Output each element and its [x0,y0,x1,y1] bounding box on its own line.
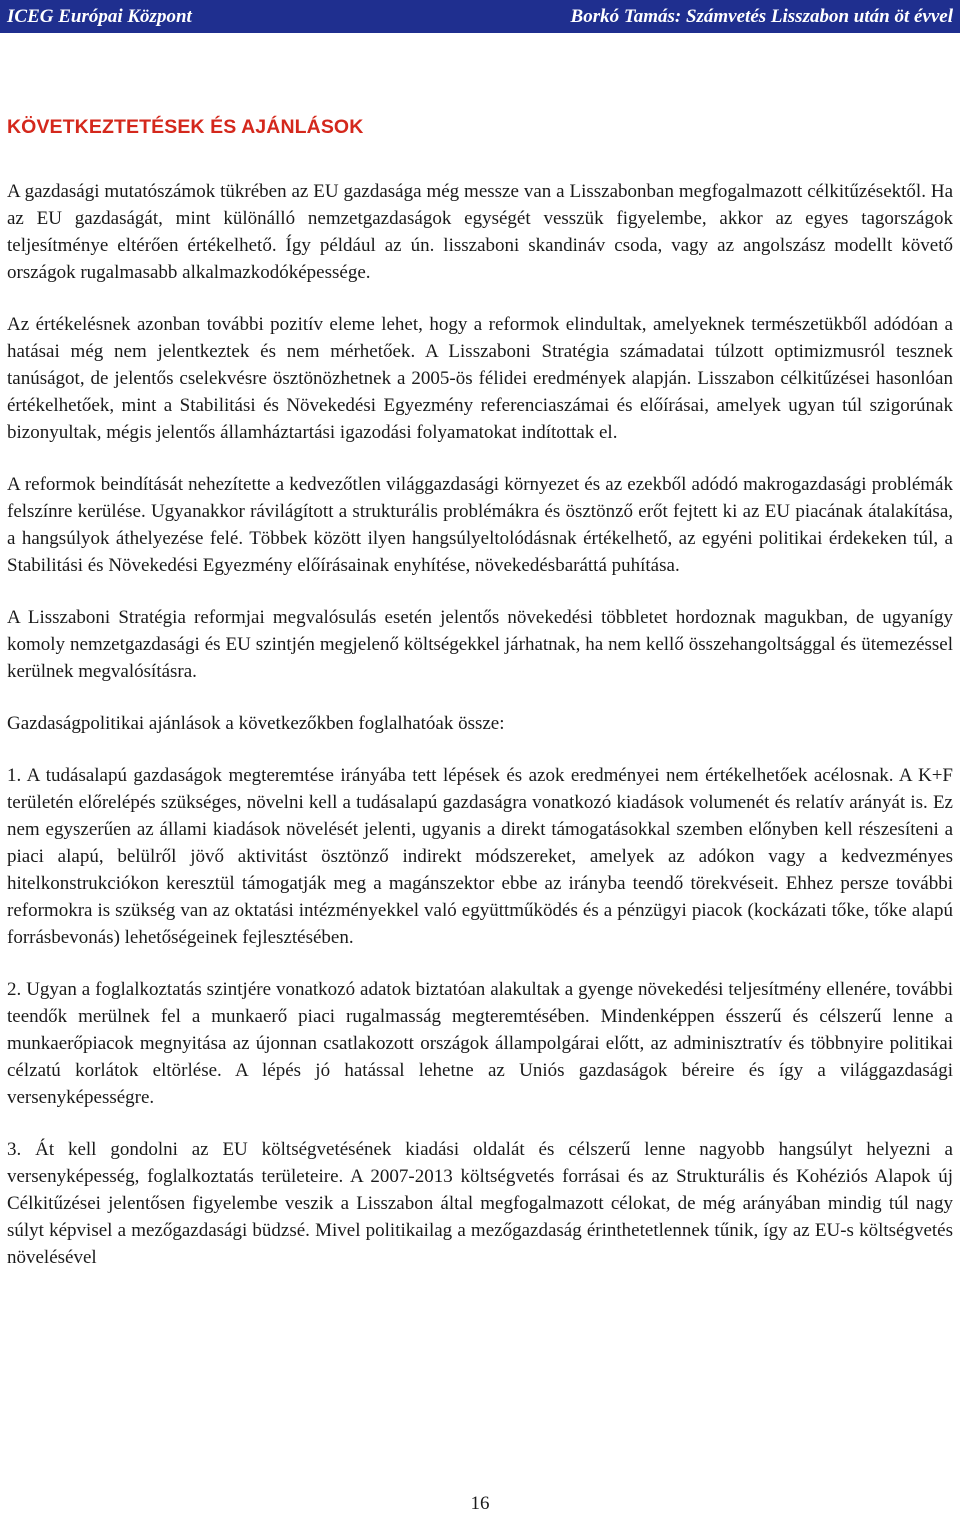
list-item-1: 1. A tudásalapú gazdaságok megteremtése irányába tett lépések és azok eredményei nem értékelhetőek acélosnak. A K+F területén előrelépés szükséges, növelni kell a tudásalapú gazdaságra vonatkozó kiadások volumenét és relatív arányát is. Ez nem egyszerűen az állami kiadások növelését jelenti, ugyanis a direkt támogatásokkal szemben előnyben kell részesíteni a piaci alapú, belülről jövő aktivitást ösztönző indirekt módszereket, amelyek az adókon vagy a kedvezményes hitelkonstrukciókon keresztül támogatják meg a magánszektor ebbe az irányba teendő törekvéseit. Ehhez persze további reformokra is szükség van az oktatási intézményekkel való együttműködés és a pénzügyi piacok (kockázati tőke, tőke alapú forrásbevonás) lehetőségeinek fejlesztésében. [7,765,953,948]
paragraph: A reformok beindítását nehezítette a kedvezőtlen világgazdasági környezet és az ezekből adódó makrogazdasági problémák felszínre kerülése. Ugyanakkor rávilágított a strukturális problémákra és ösztönző erőt fejtett ki az EU piacának átalakítása, a hangsúlyok áthelyezése felé. Többek között ilyen hangsúlyeltolódásnak értékelhető, az egyéni politikai érdekeken túl, a Stabilitási és Növekedési Egyezmény előírásainak enyhítése, növekedésbaráttá puhítása. [7,474,953,576]
list-item-2: 2. Ugyan a foglalkoztatás szintjére vonatkozó adatok biztatóan alakultak a gyenge növekedési teljesítmény ellenére, további teendők merülnek fel a munkaerő piaci rugalmasság megteremtésében. Mindenképpen ésszerű és célszerű lenne a munkaerőpiacok megnyitása az újonnan csatlakozott országok állampolgárai előtt, az adminisztratív és többnyire politikai célzatú korlátok eltörlése. A lépés jó hatással lehetne az Uniós gazdaságok béreire és így a világgazdasági versenyképességre. [7,979,953,1108]
paragraph: Az értékelésnek azonban további pozitív eleme lehet, hogy a reformok elindultak, amelyeknek természetükből adódóan a hatásai még nem jelentkeztek és nem mérhetőek. A Lisszaboni Stratégia számadatai túlzott optimizmusról tesznek tanúságot, de jelentős cselekvésre ösztönözhetnek a 2005-ös félidei eredmények alapján. Lisszabon célkitűzései hasonlóan értékelhetőek, mint a Stabilitási és Növekedési Egyezmény referenciaszámai és előírásai, amelyek ugyan túl szigorúnak bizonyultak, mégis jelentős államháztartási igazodási folyamatokat indítottak el. [7,314,953,443]
header-organization: ICEG Európai Központ [7,6,192,27]
paragraph: A Lisszaboni Stratégia reformjai megvalósulás esetén jelentős növekedési többletet hordoznak magukban, de ugyanígy komoly nemzetgazdasági és EU szintjén megjelenő költségekkel járhatnak, ha nem kellő összehangoltsággal és ütemezéssel kerülnek megvalósításra. [7,607,953,682]
header-author-title: Borkó Tamás: Számvetés Lisszabon után öt évvel [570,6,953,27]
running-header [0,0,960,33]
paragraph: A gazdasági mutatószámok tükrében az EU gazdasága még messze van a Lisszabonban megfogalmazott célkitűzésektől. Ha az EU gazdaságát, mint különálló nemzetgazdaságok egységét vesszük figyelembe, akkor az egyes tagországok teljesítménye eltérően értékelhető. Így például az ún. lisszaboni skandináv csoda, vagy az angolszász modellt követő országok rugalmasabb alkalmazkodóképessége. [7,181,953,283]
list-item-3: 3. Át kell gondolni az EU költségvetésének kiadási oldalát és célszerű lenne nagyobb hangsúlyt helyezni a versenyképesség, foglalkoztatás területeire. A 2007-2013 költségvetés forrásai és az Strukturális és Kohéziós Alapok új Célkitűzései jelentősen figyelembe veszik a Lisszabon által megfogalmazott célokat, de még arányában mindig túl nagy súlyt képvisel a mezőgazdasági büdzsé. Mivel politikailag a mezőgazdaság érinthetetlennek tűnik, így az EU-s költségvetés növelésével [7,1139,953,1268]
paragraph: Gazdaságpolitikai ajánlások a következőkben foglalhatóak össze: [7,713,505,734]
page-number: 16 [470,1493,490,1514]
body-text [7,178,953,1296]
section-title: KÖVETKEZTETÉSEK ÉS AJÁNLÁSOK [7,116,364,138]
